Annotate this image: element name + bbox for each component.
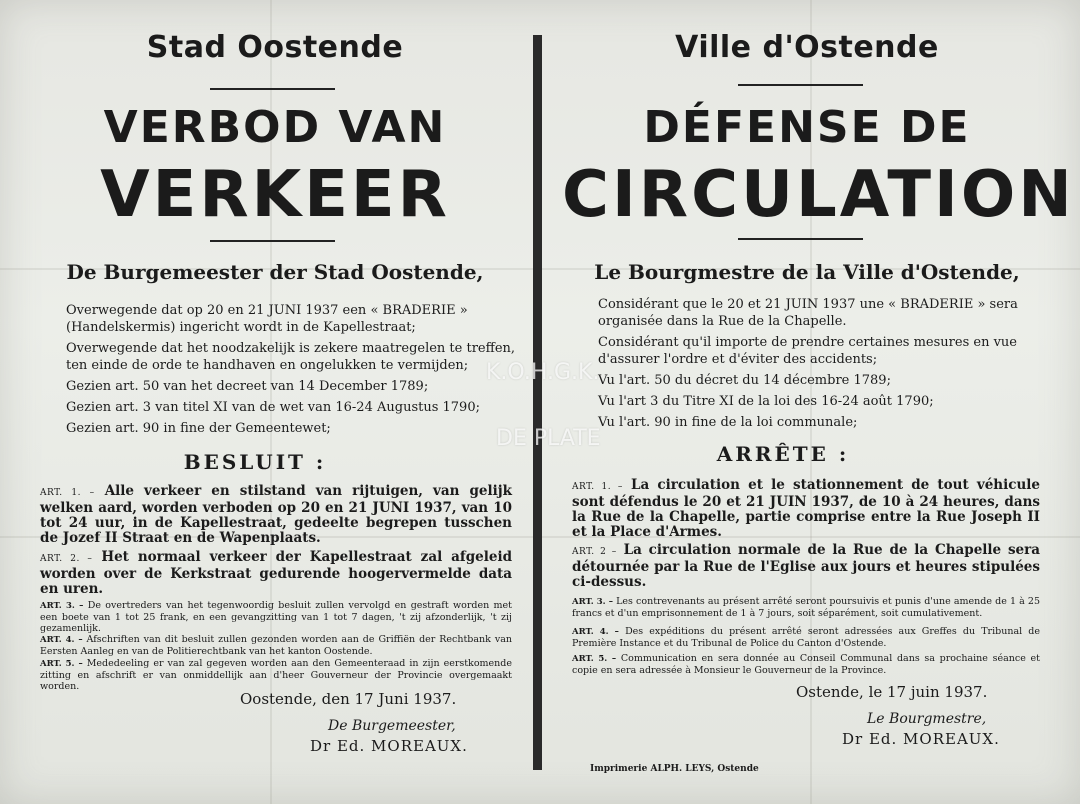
article-3: [40, 600, 512, 634]
title-rule: [738, 238, 863, 240]
article-label: ART. 2 –: [572, 547, 617, 557]
notice-title-line1: VERBOD VAN: [103, 102, 447, 153]
article-5: [40, 658, 512, 692]
issue-date: Ostende, le 17 juin 1937.: [796, 683, 988, 701]
article-label: ART. 1. –: [40, 488, 95, 498]
article-text: Les contrevenants au présent arrêté seront poursuivis et punis d'une amende de 1 à 25 francs et d'un emprisonnement de 1 à 7 jours, soit séparément, soit cumulativement.: [572, 596, 1040, 619]
consideration-item: Vu l'art. 50 du décret du 14 décembre 1789;: [598, 373, 891, 388]
article-5: [572, 653, 1040, 676]
notice-title-line1: DÉFENSE DE: [643, 102, 971, 153]
signature-title: De Burgemeester,: [328, 718, 456, 734]
consideration-item: Considérant qu'il importe de prendre certaines mesures en vue d'assurer l'ordre et d'éviter des accidents;: [598, 335, 1017, 367]
consideration-item: Gezien art. 90 in fine der Gemeentewet;: [66, 421, 331, 436]
consideration-item: Overwegende dat op 20 en 21 JUNI 1937 een « BRADERIE » (Handelskermis) ingericht wordt in de Kapellestraat;: [66, 303, 468, 335]
article-4: [40, 634, 512, 657]
decision-heading: BESLUIT :: [183, 450, 327, 474]
mayor-heading: Le Bourgmestre de la Ville d'Ostende,: [594, 260, 1020, 284]
article-text: Afschriften van dit besluit zullen gezonden worden aan de Griffiën der Rechtbank van Eersten Aanleg en van de Politierechtbank van het kanton Oostende.: [40, 634, 512, 657]
consideration-item: Vu l'art 3 du Titre XI de la loi des 16-24 août 1790;: [598, 394, 934, 409]
article-label: ART. 3. –: [40, 601, 84, 611]
article-label: ART. 1. –: [572, 482, 623, 492]
article-label: ART. 4. –: [40, 635, 83, 645]
signature-title: Le Bourgmestre,: [867, 711, 987, 727]
signature-name: Dr Ed. MOREAUX.: [842, 730, 1000, 748]
article-1: [40, 484, 512, 546]
article-text: Des expéditions du présent arrêté seront adressées aux Greffes du Tribunal de Première Instance et du Tribunal de Police du Canton d'Ostende.: [572, 626, 1040, 649]
watermark-line2: DE PLATE: [496, 426, 601, 451]
city-name: Stad Oostende: [146, 30, 404, 65]
article-label: ART. 3. –: [572, 597, 613, 607]
notice-title-line2: CIRCULATION: [562, 158, 1075, 232]
considerations: [568, 296, 1044, 431]
printer-credit: Imprimerie ALPH. LEYS, Ostende: [590, 764, 759, 774]
article-3: [572, 596, 1040, 619]
mayor-heading: De Burgemeester der Stad Oostende,: [66, 260, 484, 284]
article-label: ART. 5. –: [40, 659, 83, 669]
consideration-item: Overwegende dat het noodzakelijk is zekere maatregelen te treffen, ten einde de orde te handhaven en ongelukken te vermijden;: [66, 341, 516, 373]
city-name: Ville d'Ostende: [675, 30, 939, 65]
article-label: ART. 5. –: [572, 654, 617, 664]
notice-title-line2: VERKEER: [100, 158, 450, 232]
article-label: ART. 4. –: [572, 627, 619, 637]
article-text: De overtreders van het tegenwoordig besluit zullen vervolgd en gestraft worden met een boete van 1 tot 25 frank, en een gevangzitting van 1 tot 7 dagen, 't zij afzonderlijk, 't zij gezamenlijk.: [40, 600, 512, 634]
considerations: [36, 302, 518, 437]
consideration-item: Gezien art. 50 van het decreet van 14 December 1789;: [66, 379, 429, 394]
article-text: Communication en sera donnée au Conseil Communal dans sa prochaine séance et copie en sera adressée à Monsieur le Gouverneur de la Province.: [572, 653, 1040, 676]
title-rule: [210, 88, 335, 90]
article-1: [572, 478, 1040, 540]
watermark-line1: K.O.H.G.K.: [486, 360, 600, 385]
article-text: La circulation et le stationnement de tout véhicule sont défendus le 20 et 21 JUIN 1937, de 10 à 24 heures, dans la Rue de la Chapelle, partie comprise entre la Rue Joseph II et la Place d'Armes.: [572, 477, 1040, 540]
article-text: La circulation normale de la Rue de la Chapelle sera détournée par la Rue de l'Eglise aux jours et heures stipulées ci-dessus.: [572, 542, 1040, 590]
article-label: ART. 2. –: [40, 554, 93, 564]
article-text: Het normaal verkeer der Kapellestraat zal afgeleid worden over de Kerkstraat gedurende hoogervermelde data en uren.: [40, 549, 513, 597]
article-text: Alle verkeer en stilstand van rijtuigen, van gelijk welken aard, worden verboden op 20 en 21 JUNI 1937, van 10 tot 24 uur, in de Kapellestraat, gedeelte begrepen tusschen de Jozef II Straat en de Wapenplaats.: [40, 483, 513, 546]
issue-date: Oostende, den 17 Juni 1937.: [240, 690, 457, 708]
column-divider: [533, 35, 542, 770]
article-2: [572, 543, 1040, 590]
title-rule: [738, 84, 863, 86]
title-rule: [210, 240, 335, 242]
consideration-item: Vu l'art. 90 in fine de la loi communale;: [598, 415, 858, 430]
article-text: Mededeeling er van zal gegeven worden aan den Gemeenteraad in zijn eerstkomende zitting en afschrift er van onmiddellijk aan d'heer Gouverneur der Provincie overgemaakt worden.: [40, 658, 512, 692]
signature-name: Dr Ed. MOREAUX.: [310, 737, 468, 755]
consideration-item: Gezien art. 3 van titel XI van de wet van 16-24 Augustus 1790;: [66, 400, 480, 415]
consideration-item: Considérant que le 20 et 21 JUIN 1937 une « BRADERIE » sera organisée dans la Rue de la Chapelle.: [598, 297, 1018, 329]
decision-heading: ARRÊTE :: [716, 442, 850, 466]
article-4: [572, 626, 1040, 649]
article-2: [40, 550, 512, 597]
